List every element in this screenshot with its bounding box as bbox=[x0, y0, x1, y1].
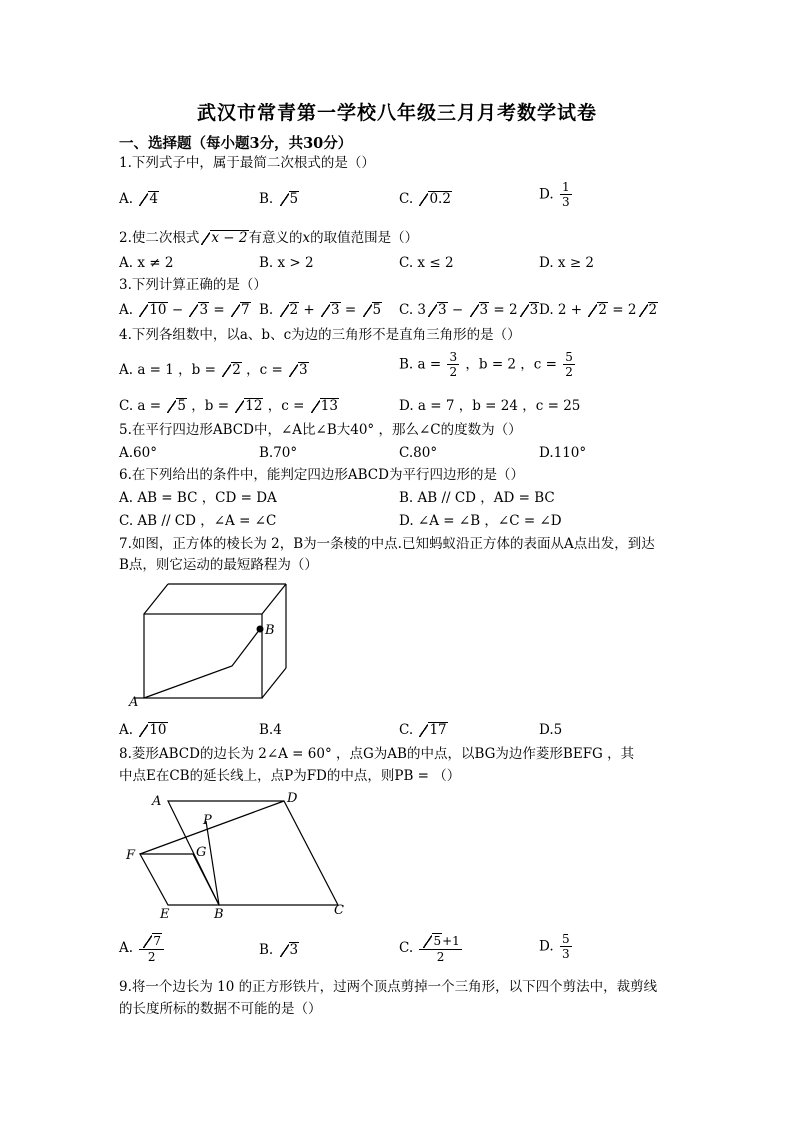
fig-label: B bbox=[214, 907, 224, 922]
fig-label: A bbox=[152, 794, 162, 809]
q4-option-d[interactable]: D. a = 7 ，b = 24 ，c = 25 bbox=[399, 398, 581, 414]
q5-option-d[interactable]: D.110° bbox=[539, 445, 587, 461]
q3-option-a[interactable]: A. 10 − 3 = 7 bbox=[119, 302, 250, 318]
q7-option-d[interactable]: D.5 bbox=[539, 722, 563, 738]
q6-stem: 6.在下列给出的条件中，能判定四边形ABCD为平行四边形的是（） bbox=[119, 467, 524, 483]
q4-stem: 4.下列各组数中，以a、b、c为边的三角形不是直角三角形的是（） bbox=[119, 327, 521, 343]
fig-label: C bbox=[334, 903, 344, 918]
q4-option-b[interactable]: B. a = $\frac{3}{2}$ ，b = 2 ，c = $\frac{5}{2}$ bbox=[399, 350, 573, 379]
q6-option-a[interactable]: A. AB = BC ，CD = DA bbox=[119, 490, 277, 506]
q9-stem-line2: 的长度所标的数据不可能的是（） bbox=[119, 1001, 322, 1017]
q4-option-a[interactable]: A. a = 1 ，b = 2 ，c = 3 bbox=[119, 362, 308, 378]
q2-option-d[interactable]: D. x ≥ 2 bbox=[539, 255, 595, 271]
q6-option-d[interactable]: D. ∠A = ∠B ，∠C = ∠D bbox=[399, 513, 562, 529]
q1-option-a[interactable]: A. 4 bbox=[119, 191, 158, 207]
q5-option-c[interactable]: C.80° bbox=[399, 445, 438, 461]
q8-option-d[interactable]: D. $\frac{5}{3}$ bbox=[539, 932, 570, 961]
q6-option-b[interactable]: B. AB // CD ，AD = BC bbox=[399, 490, 555, 506]
q3-stem: 3.下列计算正确的是（） bbox=[119, 277, 267, 293]
q2-option-c[interactable]: C. x ≤ 2 bbox=[399, 255, 454, 271]
q9-stem-line1: 9.将一个边长为 10 的正方形铁片，过两个顶点剪掉一个三角形，以下四个剪法中，裁剪线 bbox=[119, 979, 658, 995]
q7-option-a[interactable]: A. 10 bbox=[119, 722, 167, 738]
q7-stem-line2: B点，则它运动的最短路程为（） bbox=[119, 557, 318, 573]
q7-option-c[interactable]: C. 17 bbox=[399, 722, 447, 738]
fig-label: D bbox=[287, 791, 298, 806]
fig-label: F bbox=[126, 848, 136, 863]
q7-stem-line1: 7.如图，正方体的棱长为 2，B为一条棱的中点.已知蚂蚁沿正方体的表面从A点出发，到达 bbox=[119, 536, 655, 552]
fig-label: P bbox=[203, 813, 212, 828]
q1-option-c[interactable]: C. 0.2 bbox=[399, 191, 451, 207]
q8-stem-line1: 8.菱形ABCD的边长为 2∠A = 60° ，点G为AB的中点，以BG为边作菱形BEFG ，其 bbox=[119, 746, 635, 762]
rhombus-figure bbox=[120, 788, 360, 923]
q5-option-b[interactable]: B.70° bbox=[259, 445, 298, 461]
q1-option-d[interactable]: D. $\frac{1}{3}$ bbox=[539, 180, 570, 209]
q5-stem: 5.在平行四边形ABCD中，∠A比∠B大40° ，那么∠C的度数为（） bbox=[119, 422, 522, 438]
q2-stem: 2.使二次根式 x − 2有意义的x的取值范围是（） bbox=[119, 230, 419, 246]
q3-option-c[interactable]: C. 3 3 − 3 = 2 3 bbox=[399, 302, 539, 318]
q5-option-a[interactable]: A.60° bbox=[119, 445, 157, 461]
q3-option-d[interactable]: D. 2 + 2 = 2 2 bbox=[539, 302, 658, 318]
q8-stem-line2: 中点E在CB的延长线上，点P为FD的中点，则PB = （） bbox=[119, 768, 461, 784]
q1-stem: 1.下列式子中，属于最简二次根式的是（） bbox=[119, 155, 375, 171]
fig-label: G bbox=[196, 845, 207, 860]
fig-label: E bbox=[160, 907, 170, 922]
q8-option-b[interactable]: B. 3 bbox=[259, 942, 299, 958]
q7-option-b[interactable]: B.4 bbox=[259, 722, 282, 738]
cube-figure bbox=[120, 578, 290, 713]
q1-option-b[interactable]: B. 5 bbox=[259, 191, 299, 207]
q8-option-c[interactable]: C. $\frac{5+1}{2}$ bbox=[399, 934, 460, 964]
section-heading: 一、选择题（每小题3分，共30分） bbox=[119, 135, 353, 152]
q3-option-b[interactable]: B. 2 + 3 = 5 bbox=[259, 302, 382, 318]
page-title: 武汉市常青第一学校八年级三月月考数学试卷 bbox=[196, 102, 597, 124]
q2-option-b[interactable]: B. x > 2 bbox=[259, 255, 314, 271]
q8-option-a[interactable]: A. $\frac{7}{2}$ bbox=[119, 932, 166, 964]
label-b: B bbox=[265, 623, 275, 638]
q6-option-c[interactable]: C. AB // CD ，∠A = ∠C bbox=[119, 513, 277, 529]
label-a: A bbox=[129, 695, 139, 710]
q2-option-a[interactable]: A. x ≠ 2 bbox=[119, 255, 174, 271]
q4-option-c[interactable]: C. a = 5 ，b = 12 ，c = 13 bbox=[119, 398, 338, 414]
